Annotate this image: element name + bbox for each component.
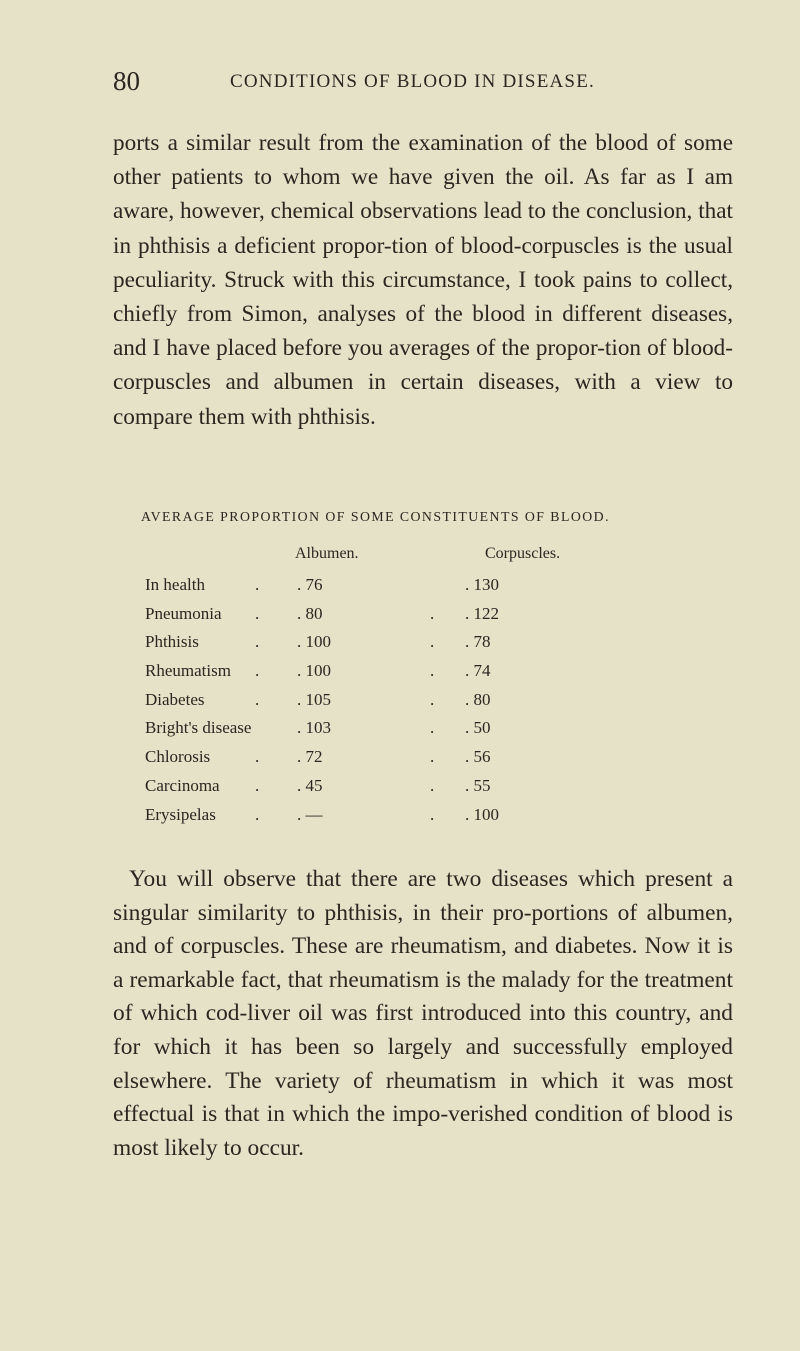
row-corpuscles: . 122 <box>465 603 499 623</box>
row-disease: Bright's disease <box>145 718 252 738</box>
leader-dot: . <box>430 775 435 795</box>
leader-dot: . <box>255 775 260 795</box>
leader-dot: . <box>255 747 260 767</box>
leader-dot: . <box>255 575 260 594</box>
table-row <box>145 632 665 661</box>
row-disease: Erysipelas <box>145 804 216 824</box>
table-row <box>145 604 665 633</box>
leader-dot: . <box>430 632 435 652</box>
row-corpuscles: . 78 <box>465 632 491 652</box>
row-disease: In health <box>145 575 205 594</box>
table-row <box>145 776 665 805</box>
row-corpuscles: . 55 <box>465 775 491 795</box>
row-albumen: . — <box>297 804 323 824</box>
row-disease: Rheumatism <box>145 661 231 681</box>
page-number: 80 <box>113 66 140 96</box>
leader-dot: . <box>255 804 260 824</box>
row-corpuscles: . 80 <box>465 689 491 709</box>
blood-constituents-table <box>145 545 665 833</box>
leader-dot: . <box>255 632 260 652</box>
row-albumen: . 76 <box>297 575 323 594</box>
row-disease: Carcinoma <box>145 775 220 795</box>
leader-dot: . <box>255 689 260 709</box>
table-row <box>145 575 665 604</box>
row-corpuscles: . 74 <box>465 661 491 681</box>
row-disease: Pneumonia <box>145 603 222 623</box>
row-corpuscles: . 100 <box>465 804 499 824</box>
table-header <box>145 545 665 575</box>
leader-dot: . <box>430 689 435 709</box>
row-disease: Phthisis <box>145 632 199 652</box>
paragraph-2: You will observe that there are two diseases which present a singular similarity to phthisis, in their pro-portions of albumen, and of corpuscles. These are rheumatism, and diabetes. Now it is a remarkable fact, that rheumatism is the malady for the treatment of which cod-liver oil was first introduced into this country, and for which it has been so largely and successfully employed elsewhere. The variety of rheumatism in which it was most effectual is that in which the impo-verished condition of blood is most likely to occur. <box>113 866 733 1161</box>
row-albumen: . 72 <box>297 747 323 767</box>
row-disease: Chlorosis <box>145 747 211 767</box>
table-caption: AVERAGE PROPORTION OF SOME CONSTITUENTS OF BLOOD. <box>141 509 610 524</box>
leader-dot: . <box>255 661 260 681</box>
leader-dot: . <box>255 603 260 623</box>
leader-dot: . <box>430 804 435 824</box>
leader-dot: . <box>430 747 435 767</box>
row-corpuscles: . 56 <box>465 747 491 767</box>
row-corpuscles: . 50 <box>465 718 491 738</box>
column-header-albumen: Albumen. <box>295 545 359 562</box>
table-row <box>145 661 665 690</box>
table-row <box>145 747 665 776</box>
row-albumen: . 103 <box>297 718 331 738</box>
table-row <box>145 805 665 834</box>
leader-dot: . <box>430 661 435 681</box>
column-header-corpuscles: Corpuscles. <box>485 545 561 562</box>
table-row <box>145 718 665 747</box>
row-corpuscles: . 130 <box>465 575 499 594</box>
row-albumen: . 100 <box>297 632 331 652</box>
row-albumen: . 105 <box>297 689 331 709</box>
running-title: CONDITIONS OF BLOOD IN DISEASE. <box>230 71 595 92</box>
running-head <box>113 66 733 102</box>
row-albumen: . 100 <box>297 661 331 681</box>
paragraph-1: ports a similar result from the examination of the blood of some other patients to whom we have given the oil. As far as I am aware, however, chemical observations lead to the conclusion, that in phthisis a deficient propor-tion of blood-corpuscles is the usual peculiarity. Struck with this circumstance, I took pains to collect, chiefly from Simon, analyses of the blood in different diseases, and I have placed before you averages of the propor-tion of blood-corpuscles and albumen in certain diseases, with a view to compare them with phthisis. <box>113 130 733 430</box>
table-row <box>145 690 665 719</box>
leader-dot: . <box>430 718 435 738</box>
row-albumen: . 80 <box>297 603 323 623</box>
leader-dot: . <box>430 603 435 623</box>
row-albumen: . 45 <box>297 775 323 795</box>
row-disease: Diabetes <box>145 689 205 709</box>
